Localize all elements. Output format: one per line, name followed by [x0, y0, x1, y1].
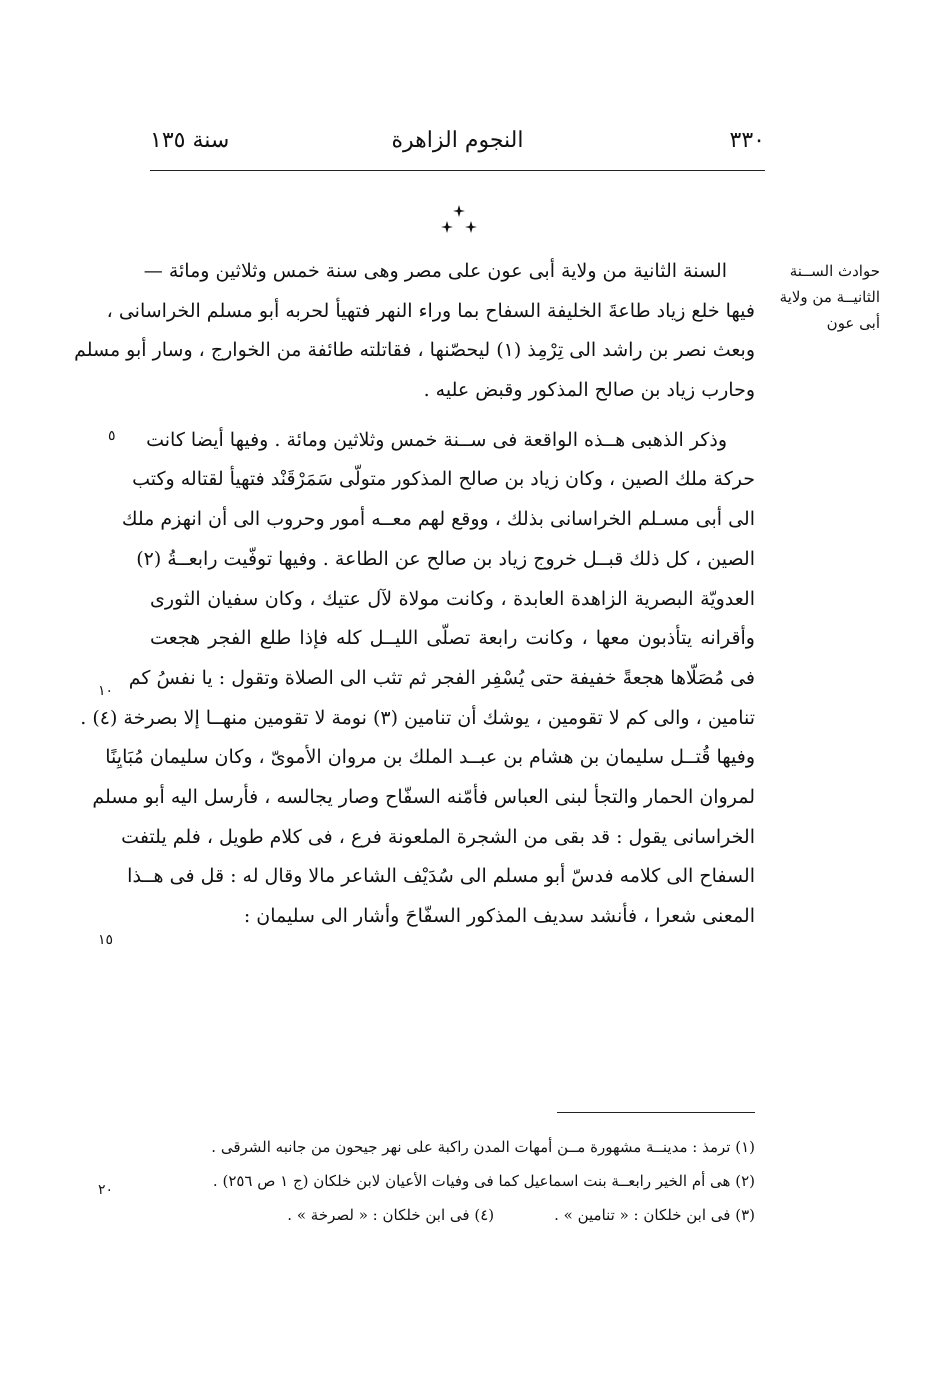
- text-line: السنة الثانية من ولاية أبى عون على مصر وهى سنة خمس وثلاثين ومائة —: [143, 260, 727, 282]
- text-line: وأقرانه يتأذبون معها ، وكانت رابعة تصلّى الليــل كله فإذا طلع الفجر هجعت: [150, 627, 755, 650]
- line-number: ٥: [108, 428, 116, 444]
- footnote-2: (٢) هى أم الخير رابعــة بنت اسماعيل كما فى وفيات الأعيان لابن خلكان (ج ١ ص ٢٥٦) .: [212, 1172, 755, 1190]
- margin-note-line: حوادث الســنة: [789, 262, 880, 280]
- footnote-4: (٤) فى ابن خلكان : « لصرخة » .: [287, 1206, 495, 1224]
- text-line: الخراسانى يقول : قد بقى من الشجرة الملعونة فرع ، فى كلام طويل ، فلم يلتفت: [121, 825, 755, 848]
- footnote-3: (٣) فى ابن خلكان : « تنامين » .: [554, 1206, 755, 1224]
- running-header: [150, 126, 765, 162]
- text-line: العدويّة البصرية الزاهدة العابدة ، وكانت مولاة لآل عتيك ، وكان سفيان الثورى: [150, 587, 755, 610]
- text-line: المعنى شعرا ، فأنشد سديف المذكور السفّاحَ وأشار الى سليمان :: [243, 905, 755, 927]
- text-line: وبعث نصر بن راشد الى تِرْمِذ (١) ليحصّنها ، فقاتلته طائفة من الخوارج ، وسار أبو مسلم: [74, 339, 755, 362]
- margin-note-line: أبى عون: [826, 314, 880, 332]
- star-ornament-icon: [439, 203, 479, 239]
- header-book-title: النجوم الزاهرة: [391, 128, 524, 153]
- header-page-number: ٣٣٠: [729, 128, 765, 153]
- header-year: سنة ١٣٥: [150, 128, 230, 153]
- text-line: الصين ، كل ذلك قبــل خروج زياد بن صالح عن الطاعة . وفيها توفّيت رابعــةُ (٢): [136, 547, 755, 570]
- text-line: تنامين ، والى كم لا تقومين ، يوشك أن تنامين (٣) نومة لا تقومين منهــا إلا بصرخة (٤) .: [80, 706, 755, 729]
- text-line: فى مُصَلّاها هجعةً خفيفة حتى يُسْفِر الفجر ثم تثب الى الصلاة وتقول : يا نفسُ كم: [128, 666, 755, 689]
- text-line: فيها خلع زياد طاعةَ الخليفة السفاح بما وراء النهر فتهيأ لحربه أبو مسلم الخراسانى ،: [106, 299, 755, 322]
- footnote-1: (١) ترمذ : مدينــة مشهورة مــن أمهات المدن راكبة على نهر جيحون من جانبه الشرقى .: [211, 1138, 755, 1156]
- line-number: ١٠: [98, 683, 114, 699]
- margin-note-line: الثانيــة من ولاية: [779, 288, 880, 306]
- text-line: وذكر الذهبى هــذه الواقعة فى ســنة خمس وثلاثين ومائة . وفيها أيضا كانت: [146, 428, 727, 451]
- header-rule: [150, 170, 765, 171]
- text-line: الى أبى مسـلم الخراسانى بذلك ، ووقع لهم معــه أمور وحروب الى أن انهزم ملك: [121, 508, 755, 531]
- text-line: وفيها قُتــل سليمان بن هشام بن عبــد الملك بن مروان الأموىّ ، وكان سليمان مُبَايِنًا: [105, 746, 755, 769]
- text-line: حركة ملك الصين ، وكان زياد بن صالح المذكور متولّى سَمَرْقَنْد فتهيأ لقتاله وكتب: [132, 468, 755, 491]
- text-line: وحارب زياد بن صالح المذكور وقبض عليه .: [423, 379, 755, 402]
- text-line: لمروان الحمار والتجأ لبنى العباس فأمّنه السفّاح وصار يجالسه ، فأرسل اليه أبو مسلم: [92, 785, 755, 808]
- line-number: ٢٠: [98, 1182, 114, 1198]
- line-number: ١٥: [98, 932, 114, 948]
- margin-note: [768, 258, 880, 336]
- footnote-rule: [557, 1112, 755, 1113]
- text-line: السفاح الى كلامه فدسّ أبو مسلم الى سُدَيْف الشاعر مالا وقال له : قل فى هــذا: [127, 865, 755, 888]
- footnote-row: [150, 1198, 755, 1232]
- footnotes: [150, 1130, 755, 1232]
